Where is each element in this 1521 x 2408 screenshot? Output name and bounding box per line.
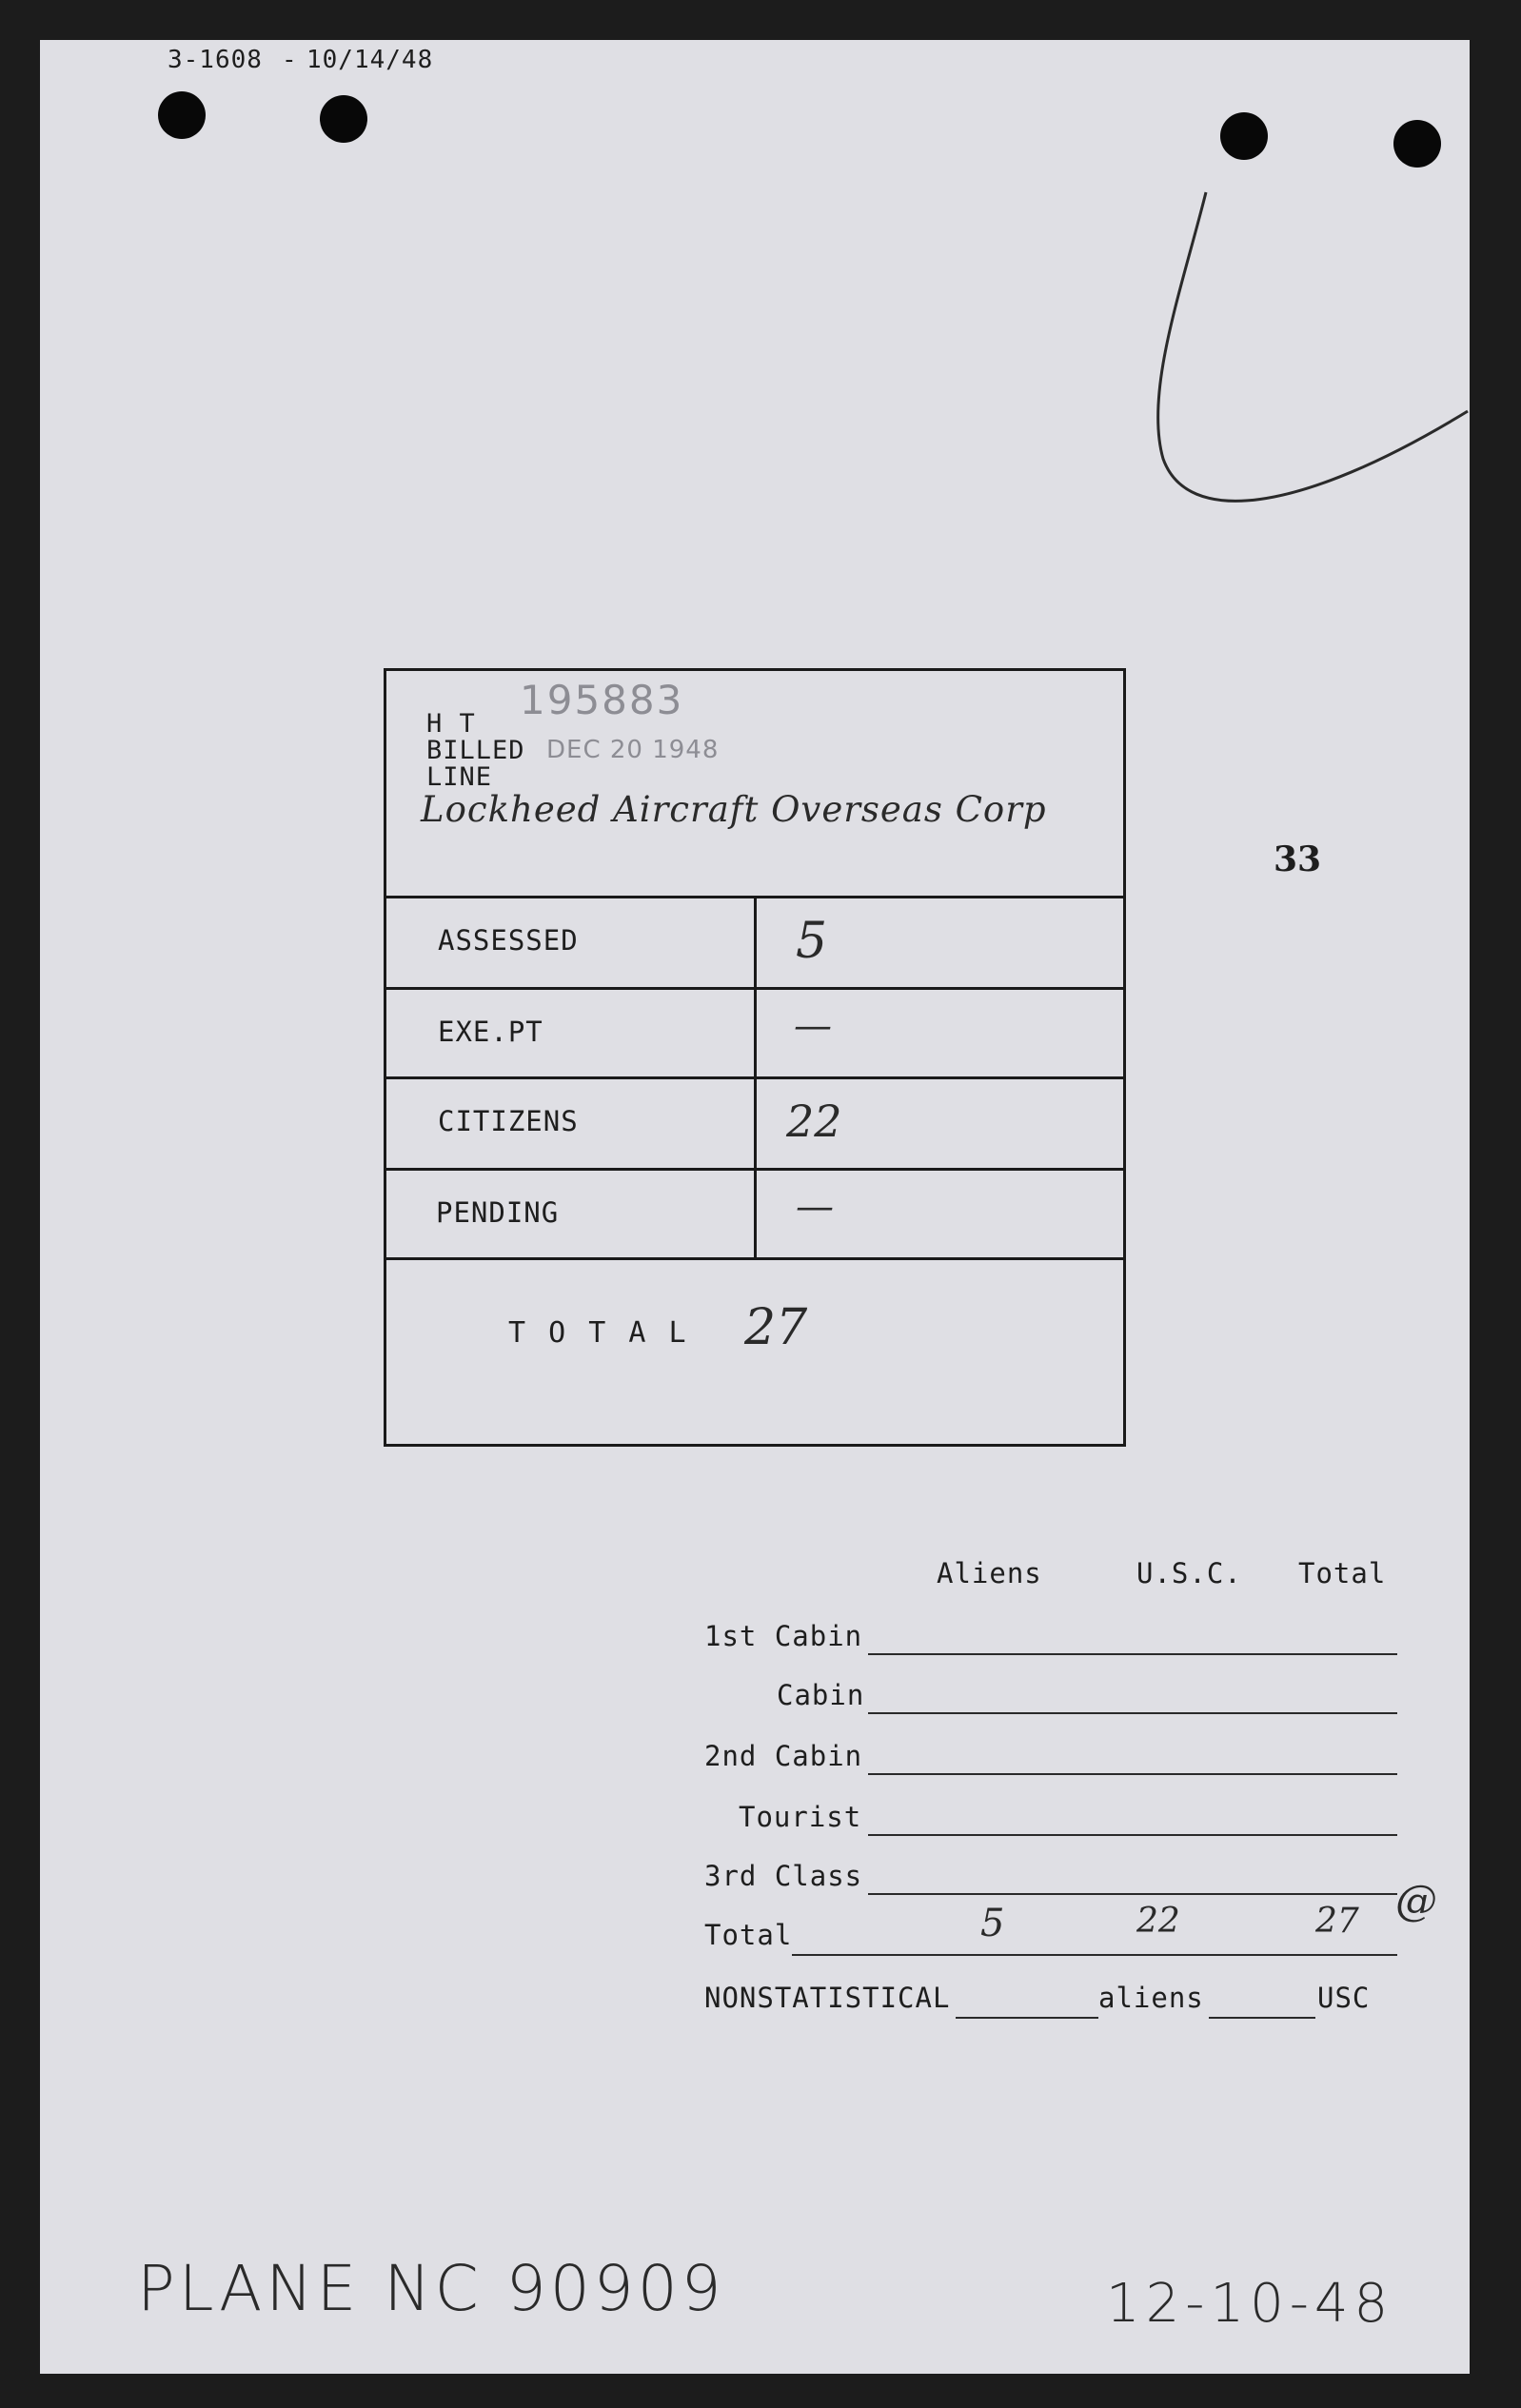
citizens-label: CITIZENS [438,1105,579,1137]
billed-label: BILLED [426,736,525,765]
total-value: 27 [744,1299,808,1356]
at-mark: @ [1395,1877,1437,1925]
assessed-label: ASSESSED [438,924,579,957]
citizens-value: 22 [786,1095,842,1147]
row-label-cabin: Cabin [777,1679,865,1711]
row-rule [868,1834,1397,1836]
row-label-1st-cabin: 1st Cabin [704,1620,863,1652]
punch-hole [320,95,367,143]
pending-value: — [796,1185,834,1229]
pen-stroke [1106,145,1470,554]
row-rule [868,1653,1397,1655]
total-label: T O T A L [508,1316,689,1350]
assessed-value: 5 [796,913,828,970]
billing-box [384,668,1126,1447]
usc-word: USC [1317,1982,1371,2014]
column-total: Total [1298,1557,1387,1589]
column-usc: U.S.C. [1136,1557,1242,1589]
row-rule [868,1893,1397,1895]
row-rule [792,1954,1397,1956]
form-number: 3-1608 [168,46,263,74]
total-aliens-value: 5 [980,1902,1005,1945]
plane-number: PLANE NC 90909 [137,2252,725,2325]
total-total-value: 27 [1315,1902,1359,1941]
stamp-date: DEC 20 1948 [546,736,720,764]
column-aliens: Aliens [937,1557,1042,1589]
box-column-divider [754,896,757,1260]
nonstatistical-label: NONSTATISTICAL [704,1982,951,2014]
line-value: Lockheed Aircraft Overseas Corp [421,789,1047,830]
side-number: 33 [1274,839,1322,879]
handwritten-date: 12-10-48 [1106,2273,1394,2335]
row-label-tourist: Tourist [739,1801,862,1833]
form-date: 10/14/48 [306,46,434,74]
aliens-word: aliens [1098,1982,1204,2014]
document-page [40,40,1470,2374]
ht-label: H T [426,709,476,739]
line-label: LINE [426,762,493,792]
exempt-label: EXE.PT [438,1016,543,1048]
row-label-2nd-cabin: 2nd Cabin [704,1740,863,1772]
row-rule [868,1712,1397,1714]
total-usc-value: 22 [1136,1902,1180,1941]
pending-label: PENDING [436,1196,560,1229]
punch-hole [158,91,206,139]
nonstatistical-rule [956,2017,1098,2019]
aliens-rule [1209,2017,1315,2019]
row-label-total: Total [704,1919,793,1951]
exempt-value: — [794,1004,832,1048]
form-dash: - [282,46,298,74]
stamp-number: 195883 [520,677,684,723]
row-rule [868,1773,1397,1775]
row-label-3rd-class: 3rd Class [704,1860,863,1892]
